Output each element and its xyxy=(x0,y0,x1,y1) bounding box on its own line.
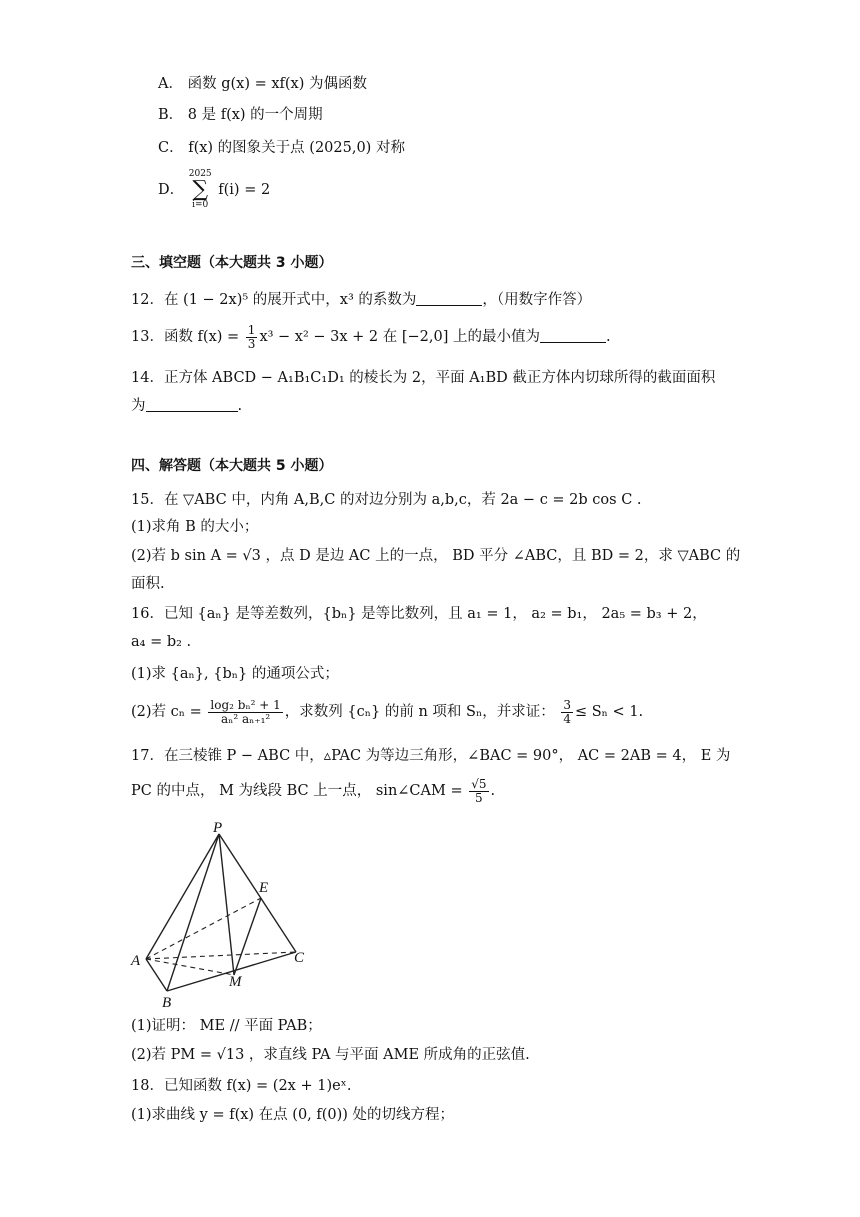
fraction xyxy=(469,778,488,805)
edge-pc xyxy=(219,834,296,952)
answer-blank xyxy=(540,328,606,343)
question-16-part-2-text-2: ，求数列 {cₙ} 的前 n 项和 Sₙ，并求证： xyxy=(284,704,555,720)
fraction-denominator: 5 xyxy=(475,790,483,805)
fraction-numerator: 1 xyxy=(247,322,256,337)
edge-ab xyxy=(146,959,167,991)
option-a-text: 函数 g(x) = xf(x) 为偶函数 xyxy=(187,76,367,92)
label-b: B xyxy=(162,995,172,1010)
question-16-part-2-text: (2)若 cₙ = xyxy=(131,704,202,720)
question-15-part-2: (2)若 b sin A = √3 ，点 D 是边 AC 上的一点， BD 平分 ∠ABC，且 BD = 2，求 ▽ABC 的 xyxy=(131,548,741,564)
question-18-text: 已知函数 f(x) = (2x + 1)eˣ. xyxy=(163,1078,352,1094)
fraction-denominator: 4 xyxy=(563,711,571,726)
option-c-label: C． xyxy=(158,140,184,156)
section-4-title: 四、解答题（本大题共 5 小题） xyxy=(131,458,333,474)
question-17-line-2 xyxy=(131,774,495,808)
question-17-text: 在三棱锥 P − ABC 中，▵PAC 为等边三角形，∠BAC = 90°， AC = 2AB = 4， E 为 xyxy=(163,748,731,764)
option-b-text: 8 是 f(x) 的一个周期 xyxy=(187,107,323,123)
question-number: 17． xyxy=(131,748,164,764)
label-a: A xyxy=(131,953,141,969)
question-14 xyxy=(131,368,715,388)
pyramid-figure xyxy=(128,818,318,1010)
fraction-numerator: 3 xyxy=(563,697,571,712)
option-b xyxy=(158,105,323,125)
fraction-numerator: log₂ bₙ² + 1 xyxy=(210,697,281,712)
question-17-text-2: PC 的中点， M 为线段 BC 上一点， sin∠CAM = xyxy=(131,783,463,799)
question-17-part-2: (2)若 PM = √13 ，求直线 PA 与平面 AME 所成角的正弦值. xyxy=(131,1047,530,1063)
fraction xyxy=(561,699,573,726)
summation-symbol: 2025 ∑ i=0 xyxy=(188,169,212,210)
question-14-end: . xyxy=(237,398,243,414)
question-number: 15． xyxy=(131,492,164,508)
option-a xyxy=(158,74,367,94)
edge-pm xyxy=(219,834,234,975)
label-c: C xyxy=(294,950,305,966)
question-number: 14． xyxy=(131,370,164,386)
question-number: 12． xyxy=(131,292,164,308)
question-16-part-2 xyxy=(131,695,643,729)
label-p: P xyxy=(213,820,223,836)
edge-am-hidden xyxy=(146,959,234,975)
edge-ac-hidden xyxy=(146,952,296,959)
fraction-denominator: 3 xyxy=(247,336,256,351)
option-a-label: A． xyxy=(158,76,183,92)
question-12 xyxy=(131,290,591,310)
question-15 xyxy=(131,490,642,510)
question-16-part-1: (1)求 {aₙ}, {bₙ} 的通项公式； xyxy=(131,666,339,682)
question-number: 16． xyxy=(131,606,164,622)
answer-blank xyxy=(416,291,482,306)
option-c-text: f(x) 的图象关于点 (2025,0) 对称 xyxy=(188,140,405,156)
sum-upper: 2025 xyxy=(188,169,212,179)
question-15-part-1: (1)求角 B 的大小； xyxy=(131,519,259,535)
question-16-part-2-end: ≤ Sₙ < 1. xyxy=(574,704,644,720)
fraction xyxy=(246,324,258,351)
question-16 xyxy=(131,604,707,624)
fraction xyxy=(208,699,282,726)
fraction-denominator: aₙ² aₙ₊₁² xyxy=(220,711,271,726)
option-d-text: f(i) = 2 xyxy=(218,182,271,198)
question-14-text: 正方体 ABCD − A₁B₁C₁D₁ 的棱长为 2，平面 A₁BD 截正方体内切球所得的截面面积 xyxy=(163,370,716,386)
question-13-text: 函数 f(x) = xyxy=(163,329,240,345)
question-17 xyxy=(131,746,730,766)
question-15-text: 在 ▽ABC 中，内角 A,B,C 的对边分别为 a,b,c，若 2a − c = 2b cos C . xyxy=(163,492,642,508)
question-16-text: 已知 {aₙ} 是等差数列，{bₙ} 是等比数列，且 a₁ = 1， a₂ = b₁， 2a₅ = b₃ + 2， xyxy=(163,606,707,622)
section-3-title: 三、填空题（本大题共 3 小题） xyxy=(131,255,333,271)
fraction-numerator: √5 xyxy=(471,776,487,791)
question-12-text: 在 (1 − 2x)⁵ 的展开式中，x³ 的系数为 xyxy=(163,292,417,308)
question-18-part-1: (1)求曲线 y = f(x) 在点 (0, f(0)) 处的切线方程； xyxy=(131,1107,455,1123)
edge-pa xyxy=(146,834,219,959)
question-17-end: . xyxy=(490,783,496,799)
option-d xyxy=(158,170,270,210)
label-m: M xyxy=(229,974,242,990)
answer-blank xyxy=(146,397,238,412)
question-13-end: . xyxy=(606,329,611,345)
option-c xyxy=(158,138,405,158)
question-17-part-1: (1)证明： ME // 平面 PAB； xyxy=(131,1018,322,1034)
question-13 xyxy=(131,322,611,352)
option-b-label: B． xyxy=(158,107,184,123)
question-18 xyxy=(131,1076,351,1096)
question-14-text-2: 为 xyxy=(131,398,146,414)
option-d-label: D． xyxy=(158,182,185,198)
question-16-line-2: a₄ = b₂ . xyxy=(131,634,192,650)
question-number: 18． xyxy=(131,1078,164,1094)
question-12-note: ，（用数字作答） xyxy=(482,292,592,308)
question-number: 13． xyxy=(131,329,164,345)
question-15-part-2-cont: 面积. xyxy=(131,576,165,592)
sum-lower: i=0 xyxy=(192,200,209,210)
question-14-line-2 xyxy=(131,396,242,416)
label-e: E xyxy=(259,880,269,896)
question-13-text-2: x³ − x² − 3x + 2 在 [−2,0] 上的最小值为 xyxy=(259,329,540,345)
